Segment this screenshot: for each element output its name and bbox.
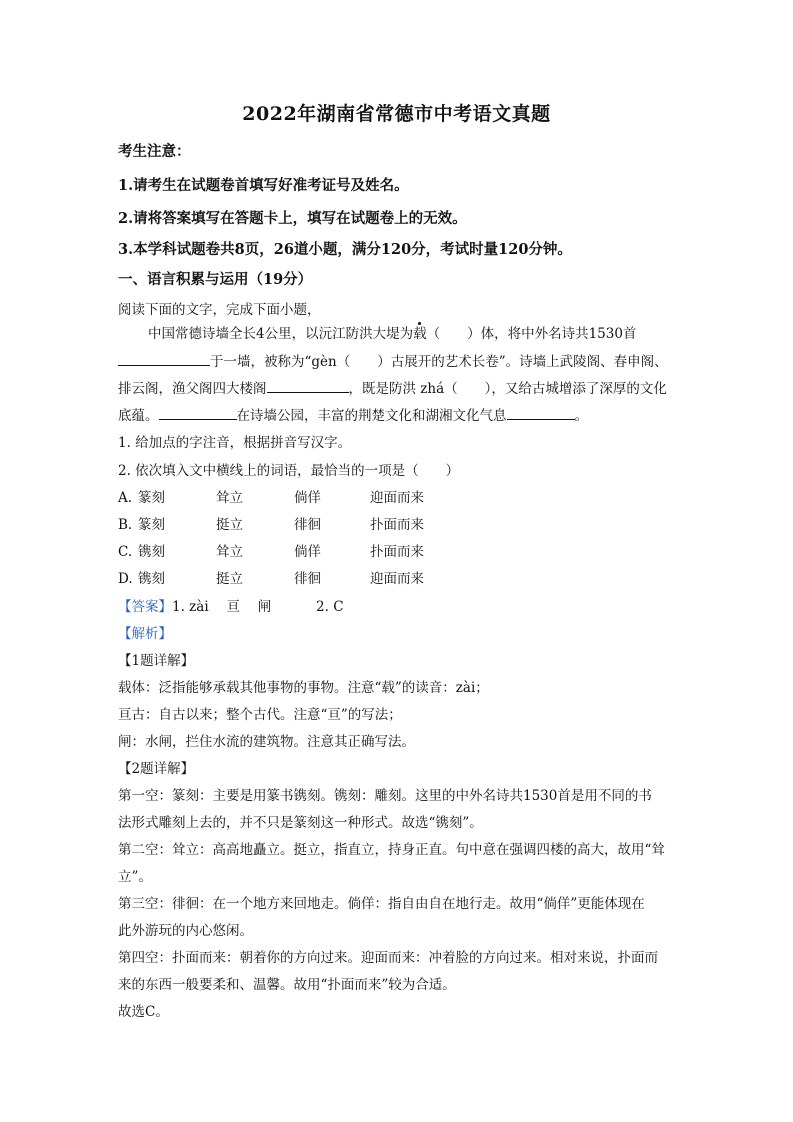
option-word: 扑面而来 (370, 544, 424, 560)
passage-line-2 (118, 350, 678, 370)
passage-text: （ ）体，将中外名诗共1530首 (426, 326, 637, 342)
passage-text: 于一墙，被称为“gèn（ ）古展开的艺术长卷”。诗墙上武陵阁、春申阁、 (210, 354, 668, 370)
detail-2-line: 第二空：耸立：高高地矗立。挺立，指直立，持身正直。句中意在强调四楼的高大，故用“耸 (118, 842, 665, 858)
detail-2-line: 此外游玩的内心悠闲。 (118, 923, 253, 939)
analysis-tag: 【解析】 (118, 626, 172, 642)
option-word: 篆刻 (138, 490, 165, 506)
passage-text: ，既是防洪 zhá（ ），又给古城增添了深厚的文化 (348, 381, 667, 397)
detail-2-line: 来的东西一般要柔和、温馨。故用“扑面而来”较为合适。 (118, 977, 456, 993)
option-label: C. (118, 544, 133, 560)
fill-blank-2 (267, 378, 349, 393)
option-word: 倘佯 (294, 490, 321, 506)
passage-text: 排云阁，渔父阁四大楼阁 (118, 381, 267, 397)
option-word: 扑面而来 (370, 517, 424, 533)
answer-text: 1. zài 亘 闸 2. C (172, 599, 344, 615)
detail-2-line: 立”。 (118, 869, 152, 885)
section-heading: 一、语言积累与运用（19分） (118, 271, 313, 288)
passage-line-1 (148, 322, 678, 342)
detail-1-line: 闸：水闸，拦住水流的建筑物。注意其正确写法。 (118, 734, 415, 750)
option-c (118, 540, 678, 560)
question-1: 1. 给加点的字注音，根据拼音写汉字。 (118, 435, 352, 451)
option-label: D. (118, 571, 133, 587)
answer-tag: 【答案】 (118, 599, 172, 615)
option-word: 耸立 (216, 544, 243, 560)
detail-2-line: 法形式雕刻上去的，并不只是篆刻这一种形式。故选“镌刻”。 (118, 815, 483, 831)
fill-blank-3 (159, 405, 237, 420)
detail-1-line: 载体：泛指能够承载其他事物的事物。注意“载”的读音：zài； (118, 680, 489, 696)
option-word: 镌刻 (138, 571, 165, 587)
passage-line-4 (118, 404, 678, 424)
document-title: 2022年湖南省常德市中考语文真题 (242, 103, 551, 125)
option-word: 徘徊 (294, 571, 321, 587)
option-word: 挺立 (216, 571, 243, 587)
notice-item-2: 2.请将答案填写在答题卡上，填写在试题卷上的无效。 (118, 210, 467, 227)
passage-text: 在诗墙公园，丰富的荆楚文化和湖湘文化气息 (236, 408, 507, 424)
option-label: B. (118, 517, 133, 533)
detail-1-tag: 【1题详解】 (118, 653, 195, 669)
passage-line-3 (118, 377, 678, 397)
option-word: 镌刻 (138, 544, 165, 560)
detail-2-tag: 【2题详解】 (118, 761, 195, 777)
answer-line (118, 595, 678, 615)
notice-heading: 考生注意： (118, 143, 191, 160)
option-label: A. (118, 490, 133, 506)
option-word: 徘徊 (294, 517, 321, 533)
option-word: 挺立 (216, 517, 243, 533)
passage-text: 底蕴。 (118, 408, 159, 424)
option-word: 篆刻 (138, 517, 165, 533)
notice-item-1: 1.请考生在试题卷首填写好准考证号及姓名。 (118, 177, 409, 194)
option-a (118, 486, 678, 506)
notice-item-3: 3.本学科试题卷共8页，26道小题，满分120分，考试时量120分钟。 (118, 241, 572, 258)
option-word: 迎面而来 (370, 490, 424, 506)
fill-blank-1 (118, 351, 210, 366)
option-word: 倘佯 (294, 544, 321, 560)
detail-2-line: 第三空：徘徊：在一个地方来回地走。倘佯：指自由自在地行走。故用“倘佯”更能体现在 (118, 896, 645, 912)
detail-2-line: 故选C。 (118, 1004, 169, 1020)
option-word: 耸立 (216, 490, 243, 506)
detail-2-line: 第四空：扑面而来：朝着你的方向过来。迎面而来：冲着脸的方向过来。相对来说，扑面而 (118, 950, 658, 966)
detail-1-line: 亘古：自古以来；整个古代。注意“亘”的写法； (118, 707, 402, 723)
dotted-char: 载 (413, 326, 427, 342)
question-2: 2. 依次填入文中横线上的词语，最恰当的一项是（ ） (118, 463, 460, 479)
option-d (118, 567, 678, 587)
reading-instruction: 阅读下面的文字，完成下面小题， (118, 302, 321, 318)
passage-text: 。 (574, 408, 588, 424)
fill-blank-4 (507, 405, 575, 420)
passage-text: 中国常德诗墙全长4公里，以沅江防洪大堤为 (148, 326, 414, 342)
detail-2-line: 第一空：篆刻：主要是用篆书镌刻。镌刻：雕刻。这里的中外名诗共1530首是用不同的书 (118, 788, 652, 804)
option-b (118, 513, 678, 533)
option-word: 迎面而来 (370, 571, 424, 587)
